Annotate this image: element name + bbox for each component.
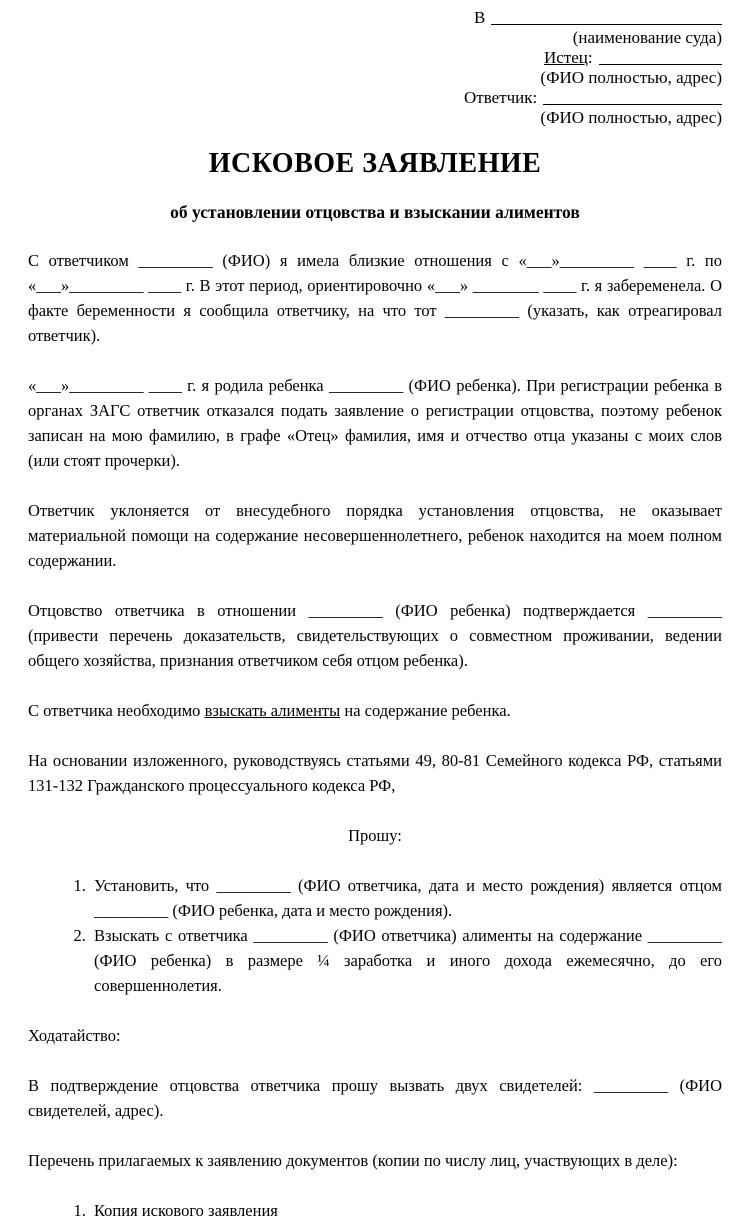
court-name-caption: (наименование суда) [572,28,722,47]
alimony-claim-after: на содержание ребенка. [340,701,511,720]
attachment-item-claim-copy: 1. Копия искового заявления [90,1198,722,1223]
paragraph-legal-basis: На основании изложенного, руководствуясь статьями 49, 80-81 Семейного кодекса РФ, статьями 131-132 Гражданского процессуального кодекса РФ, [28,751,722,795]
defendant-line [464,88,722,108]
court-prefix-label: В [474,8,486,27]
court-blank-line [491,24,722,25]
document-title: ИСКОВОЕ ЗАЯВЛЕНИЕ [208,148,542,179]
plaintiff-label-colon: : [587,48,593,67]
motion-heading: Ходатайство: [28,1026,121,1045]
court-header-block [28,8,722,128]
paragraph-relationship: С ответчиком _________ (ФИО) я имела близкие отношения с «___»_________ ____ г. по «___»_________ ____ г. В этот период, ориентировочно «___» ________ ____ г. я забеременела. О факте беременности я сообщила ответчику, на что тот _________ (указать, как отреагировал ответчик). [28,251,722,345]
plaintiff-caption: (ФИО полностью, адрес) [540,68,722,87]
request-list [28,873,722,998]
defendant-caption: (ФИО полностью, адрес) [540,108,722,127]
court-line [474,8,722,28]
defendant-blank-line [543,104,722,105]
document-subtitle: об установлении отцовства и взыскании алиментов [170,202,580,222]
defendant-label: Ответчик: [464,88,538,107]
plaintiff-line [544,48,722,68]
attachments-intro: Перечень прилагаемых к заявлению документов (копии по числу лиц, участвующих в деле): [28,1151,678,1170]
paragraph-birth: «___»_________ ____ г. я родила ребенка _________ (ФИО ребенка). При регистрации ребенка в органах ЗАГС ответчик отказался подать заявление о регистрации отцовства, поэтому ребенок записан на мою фамилию, в графе «Отец» фамилия, имя и отчество отца указаны с моих слов (или стоят прочерки). [28,376,722,470]
alimony-claim-before: С ответчика необходимо [28,701,205,720]
alimony-claim-underlined: взыскать алименты [204,701,341,720]
paragraph-alimony-claim [28,698,722,723]
motion-text: В подтверждение отцовства ответчика прошу вызвать двух свидетелей: _________ (ФИО свидетелей, адрес). [28,1076,722,1120]
attachments-list [28,1198,722,1223]
plaintiff-label [544,48,593,68]
paragraph-proof: Отцовство ответчика в отношении _________ (ФИО ребенка) подтверждается _________ (привести перечень доказательств, свидетельствующих о совместном проживании, ведении общего хозяйства, признания ответчиком себя отцом ребенка). [28,601,722,670]
plaintiff-label-text: Истец [544,48,588,67]
plaintiff-blank-line [599,64,722,65]
request-item-collect-alimony: 2. Взыскать с ответчика _________ (ФИО ответчика) алименты на содержание _________ (ФИО ребенка) в размере ¼ заработка и иного дохода ежемесячно, до его совершеннолетия. [90,923,722,998]
request-heading: Прошу: [348,826,402,845]
paragraph-evasion: Ответчик уклоняется от внесудебного порядка установления отцовства, не оказывает материальной помощи на содержание несовершеннолетнего, ребенок находится на моем полном содержании. [28,501,722,570]
request-item-establish-paternity: 1. Установить, что _________ (ФИО ответчика, дата и место рождения) является отцом _________ (ФИО ребенка, дата и место рождения). [90,873,722,923]
